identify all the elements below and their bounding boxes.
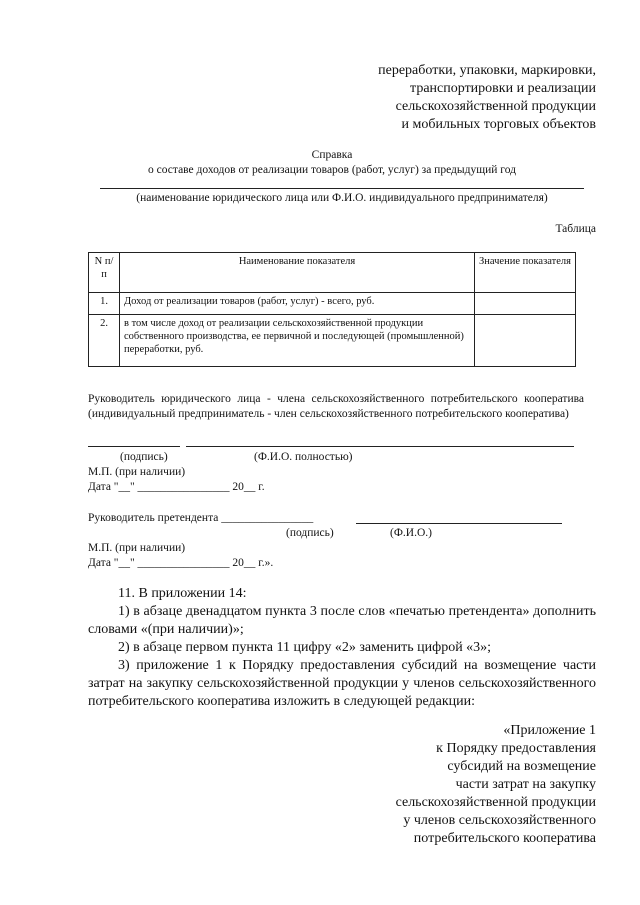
- header-line: переработки, упаковки, маркировки,: [378, 63, 596, 78]
- header-name: Наименование показателя: [120, 253, 475, 293]
- stamp-note-2: М.П. (при наличии): [88, 542, 186, 554]
- entity-name-line: [100, 188, 584, 189]
- row-value: [475, 315, 576, 367]
- fio-line: [186, 446, 574, 447]
- spravka-subtitle: о составе доходов от реализации товаров (работ, услуг) за предыдущий год: [148, 164, 516, 176]
- appendix-line: потребительского кооператива: [413, 831, 596, 846]
- table-label: Таблица: [555, 223, 596, 235]
- header-line: транспортировки и реализации: [410, 81, 596, 96]
- appendix-line: части затрат на закупку: [455, 777, 596, 792]
- row-name: Доход от реализации товаров (работ, услуг) - всего, руб.: [120, 293, 475, 315]
- entity-caption: (наименование юридического лица или Ф.И.О. индивидуального предпринимателя): [136, 192, 548, 204]
- appendix-block: [320, 722, 596, 848]
- header-block: [300, 62, 596, 134]
- row-num: 1.: [89, 293, 120, 315]
- date-line: Дата "__" ________________ 20__ г.: [88, 481, 265, 493]
- appendix-line: сельскохозяйственной продукции: [395, 795, 596, 810]
- appendix-line: к Порядку предоставления: [436, 741, 596, 756]
- appendix-line: «Приложение 1: [503, 723, 596, 738]
- table-row: [89, 293, 576, 315]
- amendment-item-3: 3) приложение 1 к Порядку предоставления субсидий на возмещение части затрат на закупку сельскохозяйственной продукции у членов сельскохозяйственного потребительского кооператива изложить в следующей редакции:: [88, 658, 596, 709]
- row-num: 2.: [89, 315, 120, 367]
- table-row: [89, 315, 576, 367]
- header-num: N п/п: [89, 253, 120, 293]
- row-value: [475, 293, 576, 315]
- header-line: сельскохозяйственной продукции: [395, 99, 596, 114]
- applicant-fio-line: [356, 523, 562, 524]
- amendment-item-1: 1) в абзаце двенадцатом пункта 3 после слов «печатью претендента» дополнить словами «(при наличии)»;: [88, 604, 596, 637]
- signature-line: [88, 446, 180, 447]
- table-header-row: [89, 253, 576, 293]
- row-name: в том числе доход от реализации сельскохозяйственной продукции собственного производства, ее первичной и последующей (промышленной) переработки, руб.: [120, 315, 475, 367]
- date-line-2: Дата "__" ________________ 20__ г.».: [88, 557, 274, 569]
- sign-caption: (подпись): [120, 451, 168, 463]
- spravka-title: Справка: [311, 149, 353, 161]
- header-line: и мобильных торговых объектов: [401, 117, 596, 132]
- sign-caption-2: (подпись): [286, 527, 334, 539]
- head-signature-text: Руководитель юридического лица - члена сельскохозяйственного потребительского кооператива (индивидуальный предприниматель - член сельскохозяйственного потребительского кооператива): [88, 393, 584, 420]
- fio-caption-2: (Ф.И.О.): [390, 527, 432, 539]
- appendix-line: субсидий на возмещение: [447, 759, 596, 774]
- header-value: Значение показателя: [475, 253, 576, 293]
- paragraph-11: 11. В приложении 14:: [118, 586, 247, 601]
- applicant-label: Руководитель претендента ________________: [88, 512, 314, 524]
- amendment-item-2: 2) в абзаце первом пункта 11 цифру «2» заменить цифрой «3»;: [118, 640, 492, 655]
- fio-full-caption: (Ф.И.О. полностью): [254, 451, 353, 463]
- stamp-note: М.П. (при наличии): [88, 466, 186, 478]
- income-table: [88, 252, 576, 367]
- appendix-line: у членов сельскохозяйственного: [403, 813, 596, 828]
